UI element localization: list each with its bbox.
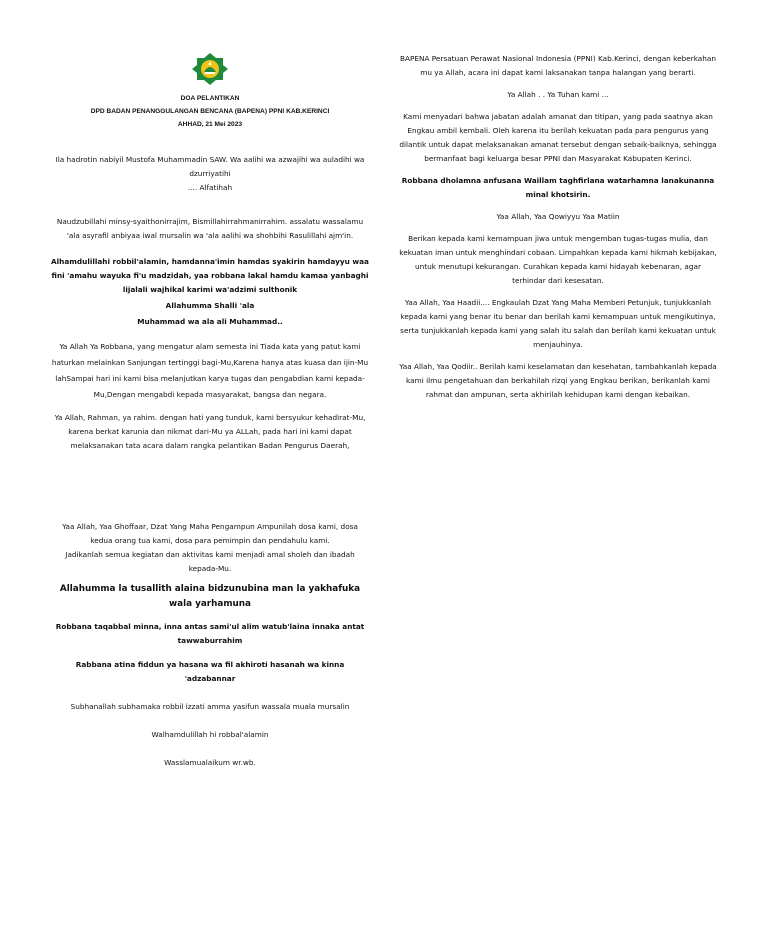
ministry-emblem-icon — [190, 52, 230, 86]
left-column-top — [50, 52, 370, 461]
document-title: DOA PELANTIKAN — [180, 95, 240, 102]
allahumma-paragraph: Allahumma la tusallith alaina bidzunubina man la yakhafuka wala yarhamuna — [59, 584, 361, 609]
hamdalah-paragraph: Alhamdulillahi robbil'alamin, hamdanna'imin hamdas syakirin hamdayyu waa fini 'amahu wayuka fi'u madzidah, yaa robbana lakal hamdu kamaa yanbaghi lijalali wajhikal karimi wa'adzimi sulthonik — [51, 257, 369, 294]
qodiir-paragraph: Yaa Allah, Yaa Qodiir.. Berilah kami keselamatan dan kesehatan, tambahkanlah kepada kami ilmu pengetahuan dan berkahilah rizqi yang Engkau berikan, berikanlah kami rahmat dan ampunan, serta akhirilah kehidupan kami dengan kebaikan. — [399, 362, 717, 399]
right-column-top — [398, 52, 718, 410]
document-header — [50, 92, 370, 131]
prayer-paragraph-rahman: Ya Allah, Rahman, ya rahim. dengan hati yang tunduk, kami bersyukur kehadirat-Mu, karena berkat karunia dan nikmat dari-Mu ya ALLah, pada hari ini kami dapat melaksanakan tata acara dalam rangka pelantikan Badan Pengurus Daerah, — [54, 413, 366, 450]
bapena-paragraph: BAPENA Persatuan Perawat Nasional Indonesia (PPNI) Kab.Kerinci, dengan keberkahan mu ya Allah, acara ini dapat kami laksanakan tanpa halangan yang berarti. — [400, 54, 716, 77]
amal-sholeh-line: Jadikanlah semua kegiatan dan aktivitas kami menjadi amal sholeh dan ibadah kepada-Mu. — [65, 550, 355, 573]
shalawat-line-1: Allahumma Shalli 'ala — [165, 301, 255, 310]
atina-paragraph: Rabbana atina fiddun ya hasana wa fil akhiroti hasanah wa kinna 'adzabannar — [75, 660, 345, 683]
walhamdulillah-line: Walhamdulillah hi robbal'alamin — [151, 730, 269, 739]
taawudz-paragraph: Naudzubillahi minsy-syaithonirrajim, Bismillahirrahmanirrahim. assalatu wassalamu 'ala asyrafil anbiyaa iwal mursalin wa 'ala aalihi wa shohbihi Rasulillahi ajm'in. — [56, 217, 364, 240]
opening-paragraph: Ila hadrotin nabiyil Mustofa Muhammadin SAW. Wa aalihi wa azwajihi wa auladihi wa dzurriyatihi — [55, 155, 365, 178]
ghoffaar-paragraph: Yaa Allah, Yaa Ghoffaar, Dzat Yang Maha Pengampun Ampunilah dosa kami, dosa kedua orang tua kami, dosa para pemimpin dan pendahulu kami. — [62, 522, 358, 545]
alfatihah-line: .... Alfatihah — [187, 183, 233, 192]
ya-tuhan-line: Ya Allah . . Ya Tuhan kami ... — [507, 90, 609, 99]
shalawat-line-2: Muhammad wa ala ali Muhammad.. — [137, 317, 283, 326]
amanah-paragraph: Kami menyadari bahwa jabatan adalah amanat dan titipan, yang pada saatnya akan Engkau ambil kembali. Oleh karena itu berilah kekuatan pada para pengurus yang dilantik untuk dapat melaksanakan amanat tersebut dengan sebaik-baiknya, sehingga bermanfaat bagi keluarga besar PPNI dan Masyarakat Kabupaten Kerinci. — [399, 112, 717, 163]
closing-salam-line: Wasslamualaikum wr.wb. — [164, 758, 256, 767]
taqabbal-paragraph: Robbana taqabbal minna, inna antas sami'ul alim watub'laina innaka antat tawwaburrahim — [55, 622, 365, 645]
organization-name: DPD BADAN PENANGGULANGAN BENCANA (BAPENA) PPNI KAB.KERINCI — [90, 108, 330, 115]
kemampuan-paragraph: Berikan kepada kami kemampuan jiwa untuk mengemban tugas-tugas mulia, dan kekuatan iman untuk menghindari cobaan. Limpahkan kepada kami hikmah kebijakan, untuk menutupi kekurangan. Curahkan kepada kami hidayah kebenaran, agar terhindar dari kesesatan. — [399, 234, 717, 285]
document-date: AHHAD, 21 Mei 2023 — [177, 121, 243, 128]
left-column-bottom — [50, 520, 370, 778]
subhanallah-line: Subhanallah subhamaka robbil izzati amma yasifun wassala muala mursalin — [70, 702, 350, 711]
haadii-paragraph: Yaa Allah, Yaa Haadii.... Engkaulah Dzat Yang Maha Memberi Petunjuk, tunjukkanlah kepada kami yang benar itu benar dan berilah kami kemampuan untuk mengikutinya, serta tunjukkanlah kepada kami yang salah itu salah dan berilah kami kekuatan untuk menjauhinya. — [400, 298, 716, 349]
qowiyyu-line: Yaa Allah, Yaa Qowiyyu Yaa Matiin — [496, 212, 620, 221]
robbana-dholamna-paragraph: Robbana dholamna anfusana Waillam taghfirlana watarhamna lanakunanna minal khotsirin. — [401, 176, 715, 199]
prayer-paragraph-robbana: Ya Allah Ya Robbana, yang mengatur alam semesta ini Tiada kata yang patut kami haturkan melainkan Sanjungan tertinggi bagi-Mu,Karena hanya atas kuasa dan ijin-Mu lahSampai hari ini kami bisa melanjutkan karya tugas dan pengabdian kami kepada-Mu,Dengan mengabdi kepada masyarakat, bangsa dan negara. — [51, 342, 369, 399]
